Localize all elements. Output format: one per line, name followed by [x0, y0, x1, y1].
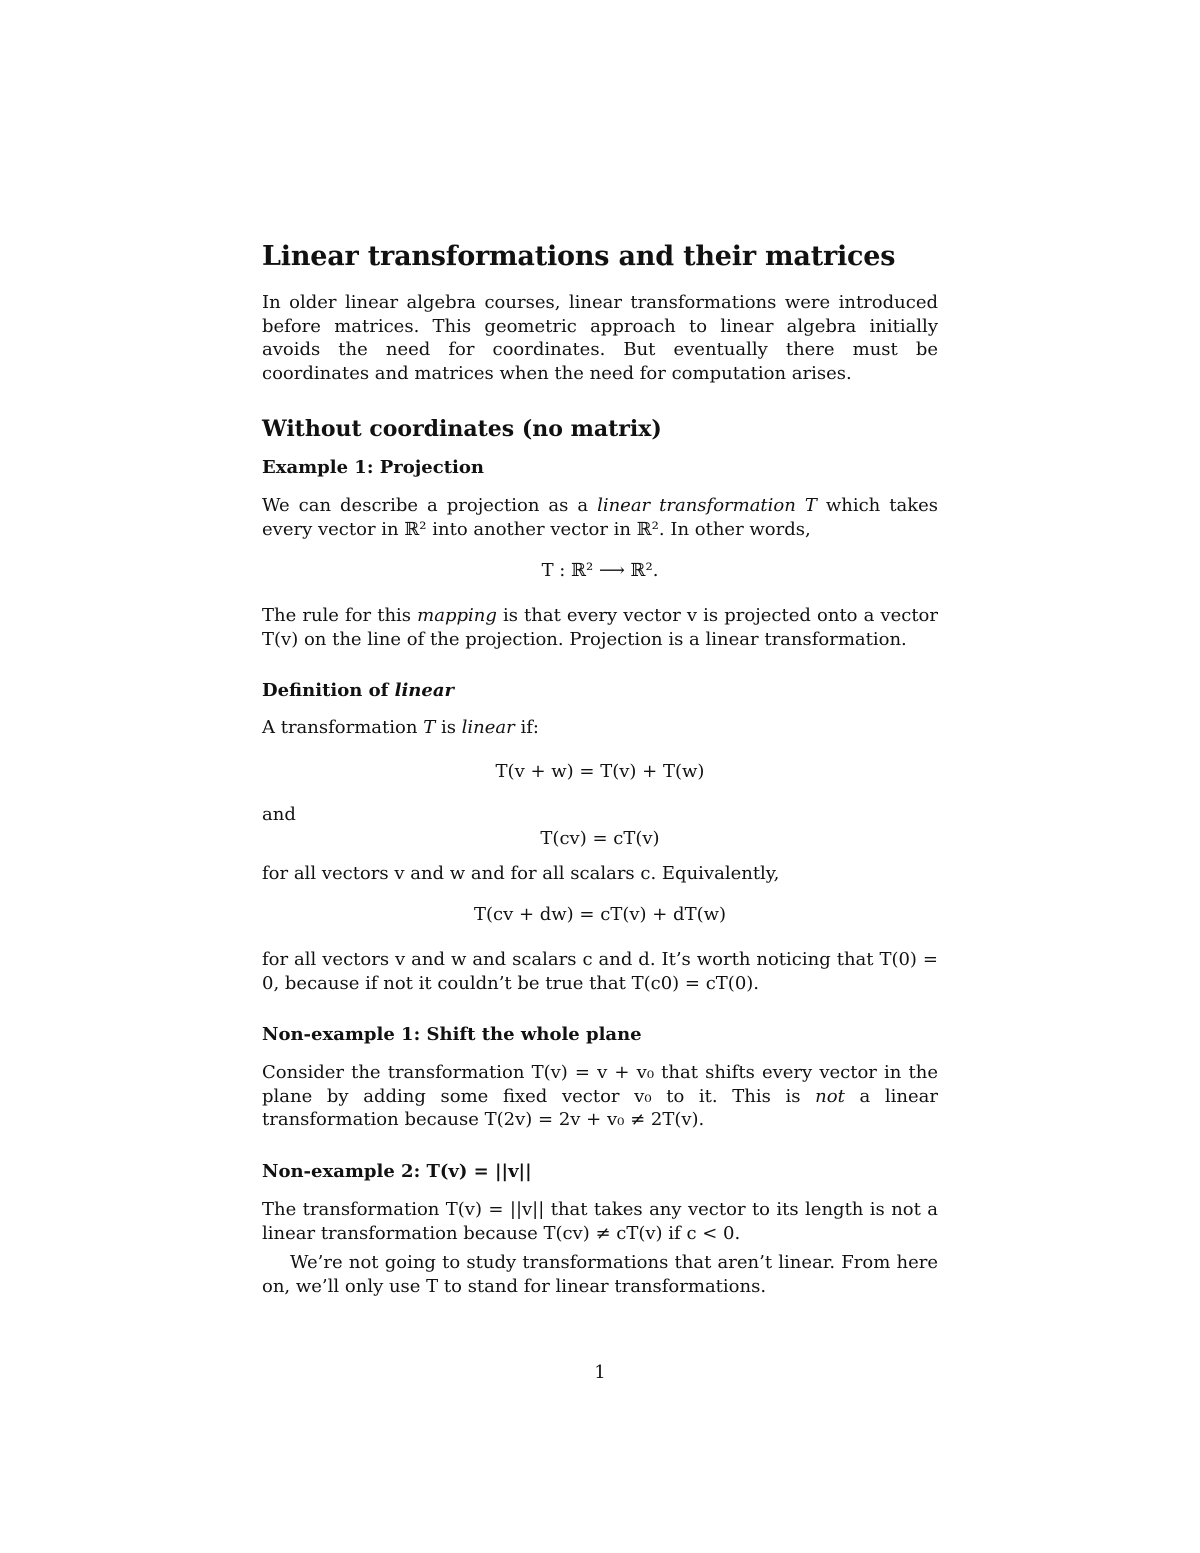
definition-intro-a: A transformation	[262, 717, 418, 738]
example-1-text-b: which takes every vector in ℝ² into another vector in ℝ². In other words,	[262, 495, 939, 540]
example-1-text-a: We can describe a projection as a	[262, 495, 589, 516]
definition-intro-term: linear	[461, 717, 515, 738]
definition-heading-text: Definition of	[262, 680, 389, 701]
definition-intro	[262, 716, 938, 740]
equation-combined: T(cv + dw) = cT(v) + dT(w)	[473, 904, 727, 925]
example-1-paragraph	[262, 494, 938, 541]
non-example-1-paragraph	[262, 1061, 938, 1132]
rule-term: mapping	[417, 605, 497, 626]
definition-intro-letter-t: T	[423, 717, 436, 738]
definition-heading	[262, 679, 938, 703]
equation-mapping: T : ℝ² ⟶ ℝ².	[541, 560, 659, 581]
definition-intro-c: if:	[520, 717, 539, 738]
non-example-2-paragraph: The transformation T(v) = ||v|| that takes any vector to its length is not a linear transformation because T(cv) ≠ cT(v) if c < 0.	[262, 1199, 938, 1244]
rule-text-b: is that every vector v is projected onto a vector T(v) on the line of the projection. Projection is a linear transformation.	[262, 605, 938, 650]
non-example-1-text-a: Consider the transformation T(v) = v + v₀ that shifts every vector in the plane by adding some fixed vector v₀ to it. This is	[262, 1062, 938, 1107]
page-title: Linear transformations and their matrices	[262, 241, 896, 272]
example-1-letter-t: T	[804, 495, 817, 516]
non-example-1-not: not	[815, 1085, 845, 1107]
non-example-2-heading: Non-example 2: T(v) = ||v||	[262, 1161, 532, 1182]
closing-paragraph: We’re not going to study transformations that aren’t linear. From here on, we’ll only use T to stand for linear transformations.	[262, 1252, 938, 1297]
page-number: 1	[594, 1362, 606, 1383]
for-all-paragraph: for all vectors v and w and for all scalars c. Equivalently,	[262, 863, 780, 884]
rule-paragraph	[262, 604, 938, 651]
and-word: and	[262, 804, 296, 825]
equation-additivity: T(v + w) = T(v) + T(w)	[495, 761, 705, 782]
intro-paragraph: In older linear algebra courses, linear transformations were introduced before matrices. This geometric approach to linear algebra initially avoids the need for coordinates. But eventually there must be coordinates and matrices when the need for computation arises.	[262, 292, 938, 384]
non-example-1-text-b: a linear transformation because T(2v) = 2v + v₀ ≠ 2T(v).	[262, 1085, 938, 1130]
rule-text-a: The rule for this	[262, 605, 412, 626]
example-1-heading: Example 1: Projection	[262, 457, 484, 478]
definition-heading-term: linear	[394, 680, 454, 701]
equation-homogeneity: T(cv) = cT(v)	[540, 828, 660, 849]
non-example-1-heading: Non-example 1: Shift the whole plane	[262, 1024, 642, 1045]
section-heading-without-coordinates: Without coordinates (no matrix)	[262, 416, 662, 442]
example-1-term: linear transformation	[597, 495, 796, 516]
definition-intro-b: is	[440, 717, 456, 738]
zero-paragraph: for all vectors v and w and scalars c and d. It’s worth noticing that T(0) = 0, because if not it couldn’t be true that T(c0) = cT(0).	[262, 949, 938, 994]
